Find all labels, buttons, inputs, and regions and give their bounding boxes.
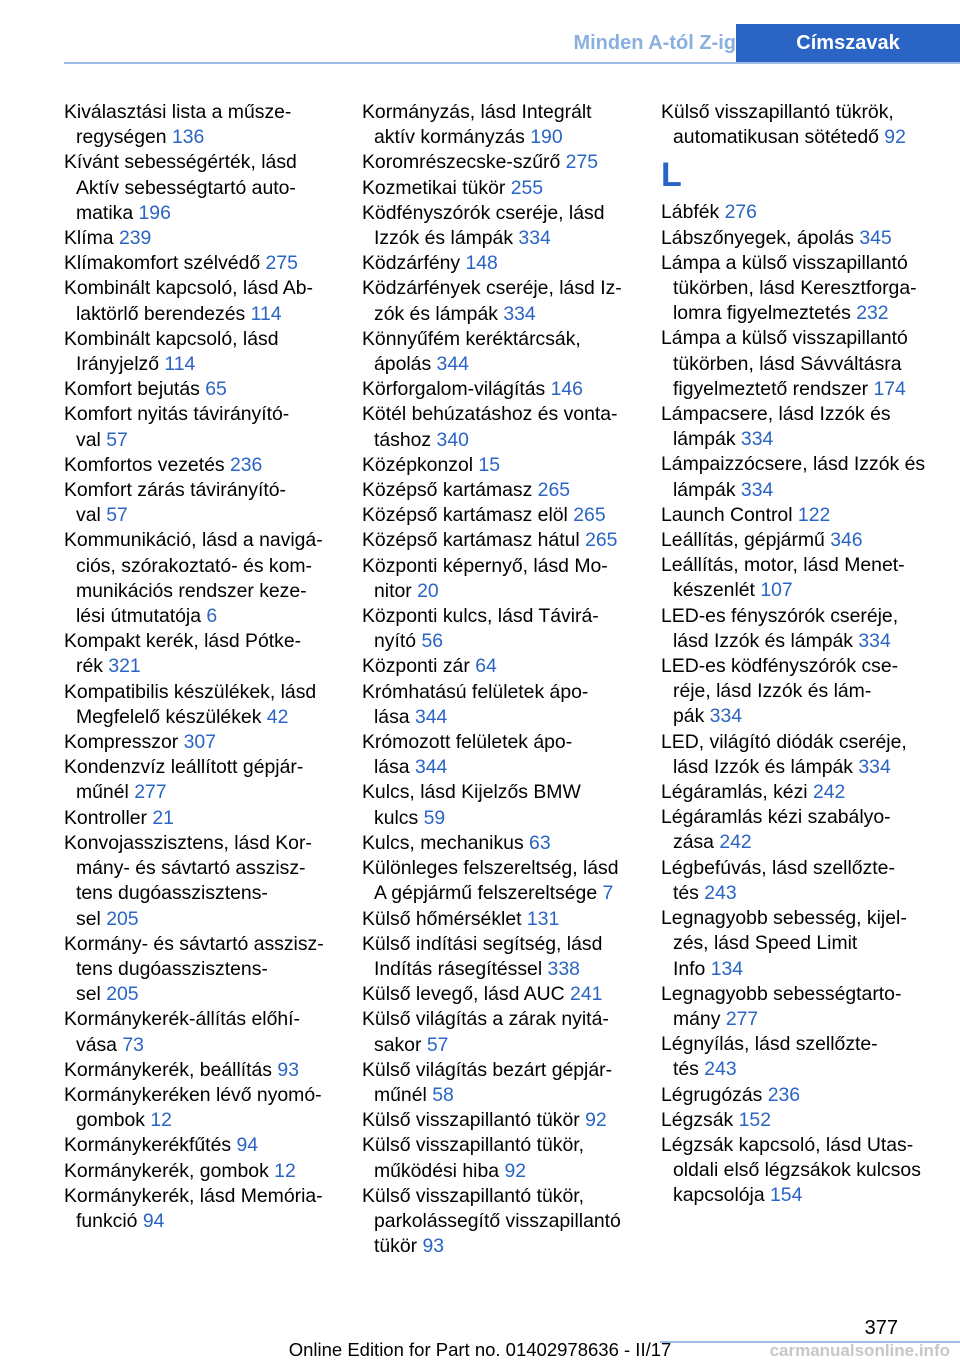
- page-reference-link[interactable]: 92: [504, 1159, 527, 1182]
- page-reference-link[interactable]: 344: [414, 705, 448, 728]
- index-entry-text: Kormány- és sávtartó asszisz-: [64, 932, 324, 955]
- index-entry-text: ciós, szórakoztató- és kom-: [76, 554, 312, 577]
- page-reference-link[interactable]: 334: [740, 428, 774, 451]
- page-reference-link[interactable]: 58: [432, 1083, 454, 1106]
- index-entry: [362, 932, 634, 982]
- index-entry-text: Kondenzvíz leállított gépjár-: [64, 756, 304, 779]
- index-entry-text: sel: [76, 983, 107, 1006]
- index-entry-text: réje, lásd Izzók és lám-: [673, 680, 872, 703]
- index-entry: [661, 730, 933, 780]
- index-entry-text: Izzók és lámpák: [374, 227, 519, 250]
- index-entry-text: Krómozott felületek ápo-: [362, 731, 573, 754]
- page-reference-link[interactable]: 346: [830, 529, 863, 552]
- page-reference-link[interactable]: 122: [797, 503, 831, 526]
- index-entry: [362, 377, 634, 402]
- index-entry-text: Launch Control: [661, 503, 798, 526]
- index-entry: [64, 377, 336, 402]
- index-entry: [64, 402, 336, 452]
- index-entry: [362, 478, 634, 503]
- index-entry: [661, 1083, 933, 1108]
- page-reference-link[interactable]: 242: [719, 831, 752, 854]
- index-entry-text: Info: [673, 957, 711, 980]
- page-number: 377: [864, 1317, 898, 1339]
- index-entry-text: Kormánykerékfűtés: [64, 1134, 237, 1157]
- index-entry-text: Kombinált kapcsoló, lásd Ab-: [64, 277, 313, 300]
- page-reference-link[interactable]: 73: [122, 1033, 144, 1056]
- index-entry-text: tükör: [374, 1235, 423, 1258]
- index-entry: [661, 654, 933, 730]
- index-entry-text: zés, lásd Speed Limit: [673, 932, 858, 955]
- index-entry-text: Kompresszor: [64, 731, 184, 754]
- index-column-1: [64, 100, 336, 1234]
- index-entry-text: oldali első légzsákok kulcsos: [673, 1159, 921, 1182]
- index-entry-text: LED-es fényszórók cseréje,: [661, 604, 899, 627]
- page-reference-link[interactable]: 12: [274, 1159, 296, 1182]
- index-entry-text: figyelmeztető rendszer: [673, 377, 874, 400]
- page-reference-link[interactable]: 56: [421, 630, 444, 653]
- index-entry-text: Lámpaizzócsere, lásd Izzók és: [661, 453, 926, 476]
- page-reference-link[interactable]: 255: [510, 176, 544, 199]
- index-entry-text: Középső kartámasz elöl: [362, 504, 574, 527]
- index-entry-text: Légzsák: [661, 1108, 739, 1131]
- index-entry-text: tükörben, lásd Sávváltásra: [673, 352, 902, 375]
- page-reference-link[interactable]: 277: [725, 1007, 759, 1030]
- page-reference-link[interactable]: 321: [108, 655, 141, 678]
- index-column-3: [661, 100, 933, 1209]
- index-entry: [661, 226, 933, 251]
- index-entry-text: lámpák: [673, 428, 741, 451]
- index-entry: [64, 1184, 336, 1234]
- index-entry: [362, 730, 634, 780]
- index-entry-text: lásd Izzók és lámpák: [673, 755, 859, 778]
- index-entry-text: táshoz: [374, 428, 437, 451]
- page-reference-link[interactable]: 196: [138, 201, 171, 224]
- index-entry: [661, 402, 933, 452]
- index-entry: [661, 1133, 933, 1209]
- index-entry-text: Legnagyobb sebesség, kijel-: [661, 907, 907, 930]
- index-entry-text: Lámpa a külső visszapillantó: [661, 327, 908, 350]
- page-reference-link[interactable]: 57: [426, 1033, 449, 1056]
- index-entry-text: Kormánykerék, beállítás: [64, 1058, 278, 1081]
- page-reference-link[interactable]: 59: [423, 806, 446, 829]
- index-entry: [661, 780, 933, 805]
- index-entry: [661, 982, 933, 1032]
- index-entry-text: Középkonzol: [362, 453, 479, 476]
- index-entry: [362, 100, 634, 150]
- index-entry-text: LED-es ködfényszórók cse-: [661, 655, 899, 678]
- index-entry-text: mány: [673, 1007, 726, 1030]
- index-entry-text: gombok: [76, 1109, 151, 1132]
- index-entry-text: Különleges felszereltség, lásd: [362, 857, 619, 880]
- index-entry-text: nitor: [374, 579, 418, 602]
- page-reference-link[interactable]: 12: [150, 1109, 172, 1132]
- index-entry-text: Kulcs, lásd Kijelzős BMW: [362, 781, 581, 804]
- page-reference-link[interactable]: 146: [550, 378, 583, 401]
- index-entry-text: tés: [673, 1058, 705, 1081]
- page-reference-link[interactable]: 338: [547, 957, 580, 980]
- page-reference-link[interactable]: 93: [277, 1058, 299, 1081]
- index-entry-text: tens dugóasszisztens-: [76, 882, 268, 905]
- index-entry: [64, 100, 336, 150]
- index-entry-text: kapcsolója: [673, 1184, 771, 1207]
- index-letter-heading: L: [661, 156, 682, 195]
- index-entry-text: lása: [374, 756, 415, 779]
- index-entry: [64, 680, 336, 730]
- page-reference-link[interactable]: 275: [565, 151, 599, 174]
- index-entry-text: matika: [76, 201, 139, 224]
- index-entry-text: műnél: [374, 1083, 433, 1106]
- index-entry-text: működési hiba: [374, 1159, 505, 1182]
- index-entry: [661, 326, 933, 402]
- page-reference-link[interactable]: 242: [812, 781, 846, 804]
- page-reference-link[interactable]: 154: [770, 1184, 803, 1207]
- page-reference-link[interactable]: 265: [573, 504, 606, 527]
- index-entry-text: Klíma: [64, 227, 119, 250]
- page-reference-link[interactable]: 239: [118, 227, 152, 250]
- index-entry: [64, 528, 336, 629]
- index-entry-text: Középső kartámasz hátul: [362, 529, 586, 552]
- index-entry: [64, 276, 336, 326]
- index-entry: [362, 251, 634, 276]
- index-entry-text: lámpák: [673, 478, 741, 501]
- index-entry-text: Külső hőmérséklet: [362, 907, 527, 930]
- index-entry: [362, 1058, 634, 1108]
- index-entry-text: Központi képernyő, lásd Mo-: [362, 554, 608, 577]
- index-entry: [64, 1058, 336, 1083]
- index-entry-text: funkció: [76, 1209, 143, 1232]
- index-entry-text: mány- és sávtartó asszisz-: [76, 857, 306, 880]
- page-reference-link[interactable]: 134: [710, 957, 744, 980]
- page-reference-link[interactable]: 344: [436, 353, 469, 376]
- page-reference-link[interactable]: 334: [858, 755, 891, 778]
- index-entry: [661, 906, 933, 982]
- index-entry: [362, 680, 634, 730]
- index-entry-text: Kontroller: [64, 806, 153, 829]
- index-entry: [362, 503, 634, 528]
- index-entry: [362, 554, 634, 604]
- page-reference-link[interactable]: 21: [152, 806, 174, 829]
- index-entry: [661, 805, 933, 855]
- index-entry: [64, 806, 336, 831]
- index-entry-text: Kompatibilis készülékek, lásd: [64, 680, 317, 703]
- index-entry: [362, 1133, 634, 1183]
- page-reference-link[interactable]: 334: [518, 227, 551, 250]
- page-reference-link[interactable]: 232: [856, 302, 889, 325]
- page-reference-link[interactable]: 236: [229, 453, 263, 476]
- index-entry-text: Külső levegő, lásd AUC: [362, 983, 571, 1006]
- page-reference-link[interactable]: 236: [767, 1083, 801, 1106]
- index-entry-text: Lábszőnyegek, ápolás: [661, 226, 860, 249]
- index-entry-text: regységen: [76, 126, 172, 149]
- index-entry: [362, 402, 634, 452]
- watermark: carmanualsonline.info: [769, 1341, 950, 1360]
- index-entry-text: Kozmetikai tükör: [362, 176, 511, 199]
- index-entry-text: ápolás: [374, 353, 437, 376]
- page-reference-link[interactable]: 334: [858, 629, 891, 652]
- index-entry: [362, 150, 634, 175]
- index-entry-text: Lámpa a külső visszapillantó: [661, 251, 908, 274]
- index-entry-text: zók és lámpák: [374, 302, 504, 325]
- index-entry-text: Légzsák kapcsoló, lásd Utas-: [661, 1133, 914, 1156]
- index-entry-text: Ködzárfény: [362, 252, 466, 275]
- page-reference-link[interactable]: 94: [142, 1209, 165, 1232]
- index-entry-text: Kormánykerék-állítás előhí-: [64, 1008, 301, 1031]
- index-entry-text: Ködzárfények cseréje, lásd Iz-: [362, 277, 622, 300]
- page-reference-link[interactable]: 42: [266, 705, 289, 728]
- index-entry-text: Legnagyobb sebességtarto-: [661, 982, 902, 1005]
- index-entry-text: vása: [76, 1033, 123, 1056]
- page-reference-link[interactable]: 148: [465, 252, 498, 275]
- index-entry-text: Kormánykerék, gombok: [64, 1159, 275, 1182]
- page-reference-link[interactable]: 345: [859, 226, 892, 249]
- page-reference-link[interactable]: 57: [106, 428, 128, 451]
- index-entry: [661, 200, 933, 225]
- index-entry: [661, 856, 933, 906]
- index-entry-text: Kiválasztási lista a műsze-: [64, 101, 292, 123]
- index-entry-text: Középső kartámasz: [362, 479, 538, 502]
- index-entry-text: Külső indítási segítség, lásd: [362, 932, 603, 955]
- index-entry-text: Lábfék: [661, 201, 725, 224]
- index-entry: [64, 1133, 336, 1158]
- index-entry: [64, 932, 336, 1008]
- index-entry: [661, 553, 933, 603]
- index-entry: [362, 1007, 634, 1057]
- page-header: [0, 24, 960, 62]
- index-entry: [64, 1083, 336, 1133]
- index-entry: [661, 1108, 933, 1133]
- index-entry-text: Légrugózás: [661, 1083, 768, 1106]
- index-entry-text: Külső világítás a zárak nyitá-: [362, 1008, 609, 1031]
- page-reference-link[interactable]: 334: [503, 302, 536, 325]
- index-entry-text: automatikusan sötétedő: [673, 126, 885, 149]
- index-entry-text: Leállítás, motor, lásd Menet-: [661, 554, 905, 577]
- index-entry: [362, 831, 634, 856]
- page-reference-link[interactable]: 15: [478, 453, 500, 476]
- page-reference-link[interactable]: 243: [704, 1058, 737, 1081]
- index-entry: [362, 453, 634, 478]
- index-entry-text: Komfortos vezetés: [64, 453, 230, 476]
- section-tab[interactable]: Címszavak: [736, 24, 960, 62]
- index-entry-text: Koromrészecske-szűrő: [362, 151, 566, 174]
- index-entry-text: készenlét: [673, 579, 761, 602]
- page-reference-link[interactable]: 64: [475, 655, 497, 678]
- index-entry-text: Irányjelző: [76, 353, 165, 376]
- page-reference-link[interactable]: 131: [526, 907, 560, 930]
- index-entry: [64, 226, 336, 251]
- index-entry: [661, 1032, 933, 1082]
- index-entry-text: Légbefúvás, lásd szellőzte-: [661, 856, 895, 879]
- index-entry-text: parkolássegítő visszapillantó: [374, 1209, 621, 1232]
- page-reference-link[interactable]: 92: [884, 126, 906, 149]
- index-entry-text: Ködfényszórók cseréje, lásd: [362, 201, 605, 224]
- page-reference-link[interactable]: 20: [417, 579, 439, 602]
- index-entry: [362, 201, 634, 251]
- index-entry: [661, 100, 933, 150]
- index-entry-text: Körforgalom-világítás: [362, 378, 551, 401]
- index-entry: [362, 604, 634, 654]
- index-entry: [64, 150, 336, 226]
- index-entry-text: Kompakt kerék, lásd Pótke-: [64, 630, 302, 653]
- index-entry-text: Légnyílás, lásd szellőzte-: [661, 1033, 878, 1056]
- page-reference-link[interactable]: 7: [602, 882, 614, 905]
- index-entry-text: lása: [374, 705, 415, 728]
- index-entry-text: Konvojasszisztens, lásd Kor-: [64, 831, 312, 854]
- page-reference-link[interactable]: 63: [529, 831, 551, 854]
- page-reference-link[interactable]: 65: [205, 378, 227, 401]
- index-entry-text: Kormánykeréken lévő nyomó-: [64, 1083, 322, 1106]
- index-entry: [362, 780, 634, 830]
- index-entry-text: LED, világító diódák cseréje,: [661, 730, 907, 753]
- index-entry-text: Lámpacsere, lásd Izzók és: [661, 403, 891, 426]
- page-reference-link[interactable]: 275: [265, 252, 298, 275]
- index-entry-text: Könnyűfém keréktárcsák,: [362, 327, 581, 350]
- index-entry-text: Légáramlás, kézi: [661, 781, 813, 804]
- page-reference-link[interactable]: 243: [704, 881, 737, 904]
- index-entry-text: Külső visszapillantó tükör,: [362, 1134, 585, 1157]
- page-reference-link[interactable]: 334: [709, 705, 743, 728]
- index-entry-text: Külső világítás bezárt gépjár-: [362, 1058, 613, 1081]
- index-entry: [362, 907, 634, 932]
- index-entry-text: Központi kulcs, lásd Távirá-: [362, 605, 599, 628]
- page-reference-link[interactable]: 205: [106, 983, 139, 1006]
- index-entry-text: műnél: [76, 781, 135, 804]
- index-entry-text: Külső visszapillantó tükör: [362, 1109, 586, 1132]
- index-entry-text: val: [76, 504, 107, 527]
- page-reference-link[interactable]: 93: [422, 1235, 445, 1258]
- index-entry-text: Aktív sebességtartó auto-: [76, 176, 296, 199]
- index-entry-text: nyító: [374, 630, 422, 653]
- index-entry-text: A gépjármű felszereltsége: [374, 882, 603, 905]
- index-entry-text: tükörben, lásd Keresztforga-: [673, 277, 917, 300]
- page-reference-link[interactable]: 152: [738, 1108, 771, 1131]
- index-entry-text: lési útmutatója: [76, 605, 207, 628]
- index-entry-text: Krómhatású felületek ápo-: [362, 680, 589, 703]
- index-entry-text: Központi zár: [362, 655, 476, 678]
- page-reference-link[interactable]: 205: [106, 907, 139, 930]
- index-entry-text: zása: [673, 831, 720, 854]
- page-reference-link[interactable]: 241: [570, 983, 603, 1006]
- index-entry-text: laktörlő berendezés: [76, 302, 251, 325]
- page-reference-link[interactable]: 344: [414, 756, 448, 779]
- index-entry: [362, 1184, 634, 1260]
- index-entry: [362, 982, 634, 1007]
- index-entry-text: tens dugóasszisztens-: [76, 957, 268, 980]
- index-entry: [64, 831, 336, 932]
- index-entry: [64, 327, 336, 377]
- index-entry-text: aktív kormányzás: [374, 126, 531, 149]
- page-reference-link[interactable]: 94: [236, 1134, 259, 1157]
- index-entry: [362, 654, 634, 679]
- index-entry: [661, 503, 933, 528]
- index-entry: [661, 251, 933, 327]
- index-entry: [64, 251, 336, 276]
- index-entry: [64, 1159, 336, 1184]
- index-entry: [64, 629, 336, 679]
- index-entry-text: Kötél behúzatáshoz és vonta-: [362, 403, 618, 426]
- index-entry-text: Kormányzás, lásd Integrált: [362, 101, 592, 123]
- index-entry: [661, 528, 933, 553]
- page-reference-link[interactable]: 114: [164, 353, 196, 376]
- page-reference-link[interactable]: 276: [724, 201, 757, 224]
- page-reference-link[interactable]: 136: [171, 126, 205, 149]
- index-entry-text: kulcs: [374, 806, 424, 829]
- page-reference-link[interactable]: 277: [134, 781, 167, 804]
- index-entry-text: Kulcs, mechanikus: [362, 831, 530, 854]
- index-entry: [661, 452, 933, 502]
- index-entry-text: Kommunikáció, lásd a navigá-: [64, 529, 323, 552]
- section-title: Minden A-tól Z-ig: [573, 32, 736, 54]
- index-entry-text: rék: [76, 655, 109, 678]
- index-entry-text: lomra figyelmeztetés: [673, 302, 857, 325]
- header-divider: [64, 62, 960, 64]
- index-entry-text: Leállítás, gépjármű: [661, 529, 831, 552]
- page-reference-link[interactable]: 57: [106, 504, 128, 527]
- index-entry-text: Kívánt sebességérték, lásd: [64, 151, 297, 174]
- index-entry-text: Külső visszapillantó tükör,: [362, 1184, 585, 1207]
- page-reference-link[interactable]: 174: [873, 377, 906, 400]
- index-entry: [362, 327, 634, 377]
- index-entry-text: Klímakomfort szélvédő: [64, 252, 266, 275]
- index-entry-text: Külső visszapillantó tükrök,: [661, 101, 894, 123]
- index-entry-text: tés: [673, 881, 705, 904]
- index-entry-text: Megfelelő készülékek: [76, 705, 267, 728]
- index-entry-text: Indítás rásegítéssel: [374, 957, 548, 980]
- page-reference-link[interactable]: 190: [530, 126, 563, 149]
- index-entry: [661, 604, 933, 654]
- index-column-2: [362, 100, 634, 1259]
- index-entry-text: Komfort nyitás távirányító-: [64, 403, 290, 426]
- index-entry-text: Kormánykerék, lásd Memória-: [64, 1184, 323, 1207]
- index-entry-text: Légáramlás kézi szabályo-: [661, 806, 891, 829]
- index-entry-text: sakor: [374, 1033, 427, 1056]
- index-entry-text: Kombinált kapcsoló, lásd: [64, 327, 279, 350]
- index-entry: [362, 276, 634, 326]
- index-entry: [64, 1007, 336, 1057]
- index-entry-text: Komfort bejutás: [64, 378, 206, 401]
- index-entry: [64, 453, 336, 478]
- edition-footer: Online Edition for Part no. 01402978636 - II/17: [288, 1339, 672, 1360]
- page-reference-link[interactable]: 307: [183, 731, 216, 754]
- index-entry: [64, 730, 336, 755]
- index-entry: [362, 856, 634, 906]
- index-entry-text: lásd Izzók és lámpák: [673, 629, 859, 652]
- page-reference-link[interactable]: 265: [537, 479, 571, 502]
- page-reference-link[interactable]: 334: [740, 478, 774, 501]
- index-entry: [64, 478, 336, 528]
- page-reference-link[interactable]: 114: [250, 302, 282, 325]
- page-reference-link[interactable]: 92: [585, 1109, 607, 1132]
- page-reference-link[interactable]: 107: [760, 579, 793, 602]
- index-entry-text: val: [76, 428, 107, 451]
- index-entry-text: sel: [76, 907, 107, 930]
- index-entry-text: munikációs rendszer keze-: [76, 579, 307, 602]
- page-reference-link[interactable]: 265: [585, 529, 618, 552]
- index-entry-text: Komfort zárás távirányító-: [64, 479, 286, 502]
- index-entry: [362, 1108, 634, 1133]
- index-entry: [362, 528, 634, 553]
- page-reference-link[interactable]: 6: [206, 605, 218, 628]
- index-entry-text: pák: [673, 705, 710, 728]
- index-entry: [362, 176, 634, 201]
- page-reference-link[interactable]: 340: [436, 428, 469, 451]
- index-entry: [64, 755, 336, 805]
